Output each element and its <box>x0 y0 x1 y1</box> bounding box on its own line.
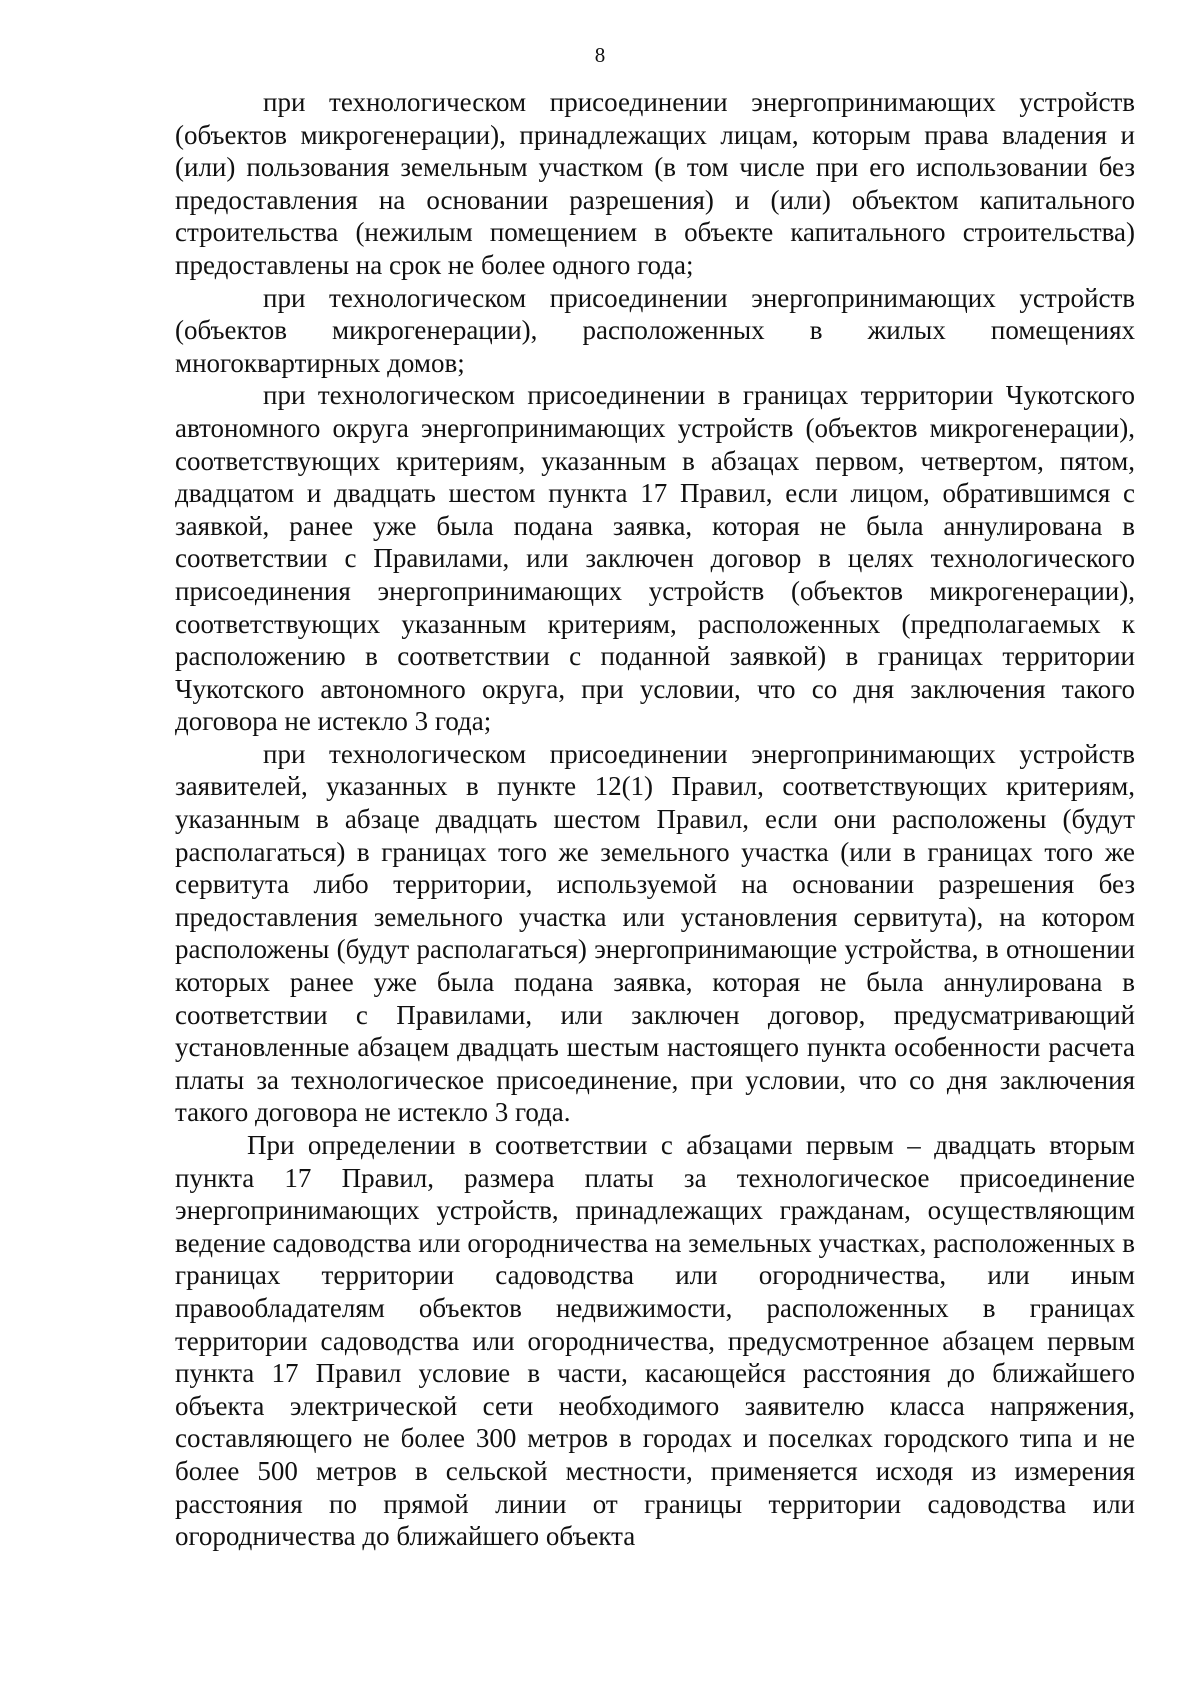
paragraph: при технологическом присоединении энергопринимающих устройств заявителей, указанных в пункте 12(1) Правил, соответствующих критериям, указанным в абзаце двадцать шестом Правил, если они расположены (будут располагаться) в границах того же земельного участка (или в границах того же сервитута либо территории, используемой на основании разрешения без предоставления земельного участка или установления сервитута), на котором расположены (будут располагаться) энергопринимающие устройства, в отношении которых ранее уже была подана заявка, которая не была аннулирована в соответствии с Правилами, или заключен договор, предусматривающий установленные абзацем двадцать шестым настоящего пункта особенности расчета платы за технологическое присоединение, при условии, что со дня заключения такого договора не истекло 3 года. <box>175 738 1135 1128</box>
paragraph: при технологическом присоединении в границах территории Чукотского автономного округа энергопринимающих устройств (объектов микрогенерации), соответствующих критериям, указанным в абзацах первом, четвертом, пятом, двадцатом и двадцать шестом пункта 17 Правил, если лицом, обратившимся с заявкой, ранее уже была подана заявка, которая не была аннулирована в соответствии с Правилами, или заключен договор в целях технологического присоединения энергопринимающих устройств (объектов микрогенерации), соответствующих указанным критериям, расположенных (предполагаемых к расположению в соответствии с поданной заявкой) в границах территории Чукотского автономного округа, при условии, что со дня заключения такого договора не истекло 3 года; <box>175 380 1135 737</box>
document-body <box>175 86 1135 1553</box>
paragraph: при технологическом присоединении энергопринимающих устройств (объектов микрогенерации), расположенных в жилых помещениях многоквартирных домов; <box>175 282 1135 378</box>
paragraph: При определении в соответствии с абзацами первым – двадцать вторым пункта 17 Правил, размера платы за технологическое присоединение энергопринимающих устройств, принадлежащих гражданам, осуществляющим ведение садоводства или огородничества на земельных участках, расположенных в границах территории садоводства или огородничества, или иным правообладателям объектов недвижимости, расположенных в границах территории садоводства или огородничества, предусмотренное абзацем первым пункта 17 Правил условие в части, касающейся расстояния до ближайшего объекта электрической сети необходимого заявителю класса напряжения, составляющего не более 300 метров в городах и поселках городского типа и не более 500 метров в сельской местности, применяется исходя из измерения расстояния по прямой линии от границы территории садоводства или огородничества до ближайшего объекта <box>175 1130 1135 1552</box>
page-number: 8 <box>594 43 606 67</box>
paragraph: при технологическом присоединении энергопринимающих устройств (объектов микрогенерации), принадлежащих лицам, которым права владения и (или) пользования земельным участком (в том числе при его использовании без предоставления на основании разрешения) и (или) объектом капитального строительства (нежилым помещением в объекте капитального строительства) предоставлены на срок не более одного года; <box>175 87 1135 280</box>
